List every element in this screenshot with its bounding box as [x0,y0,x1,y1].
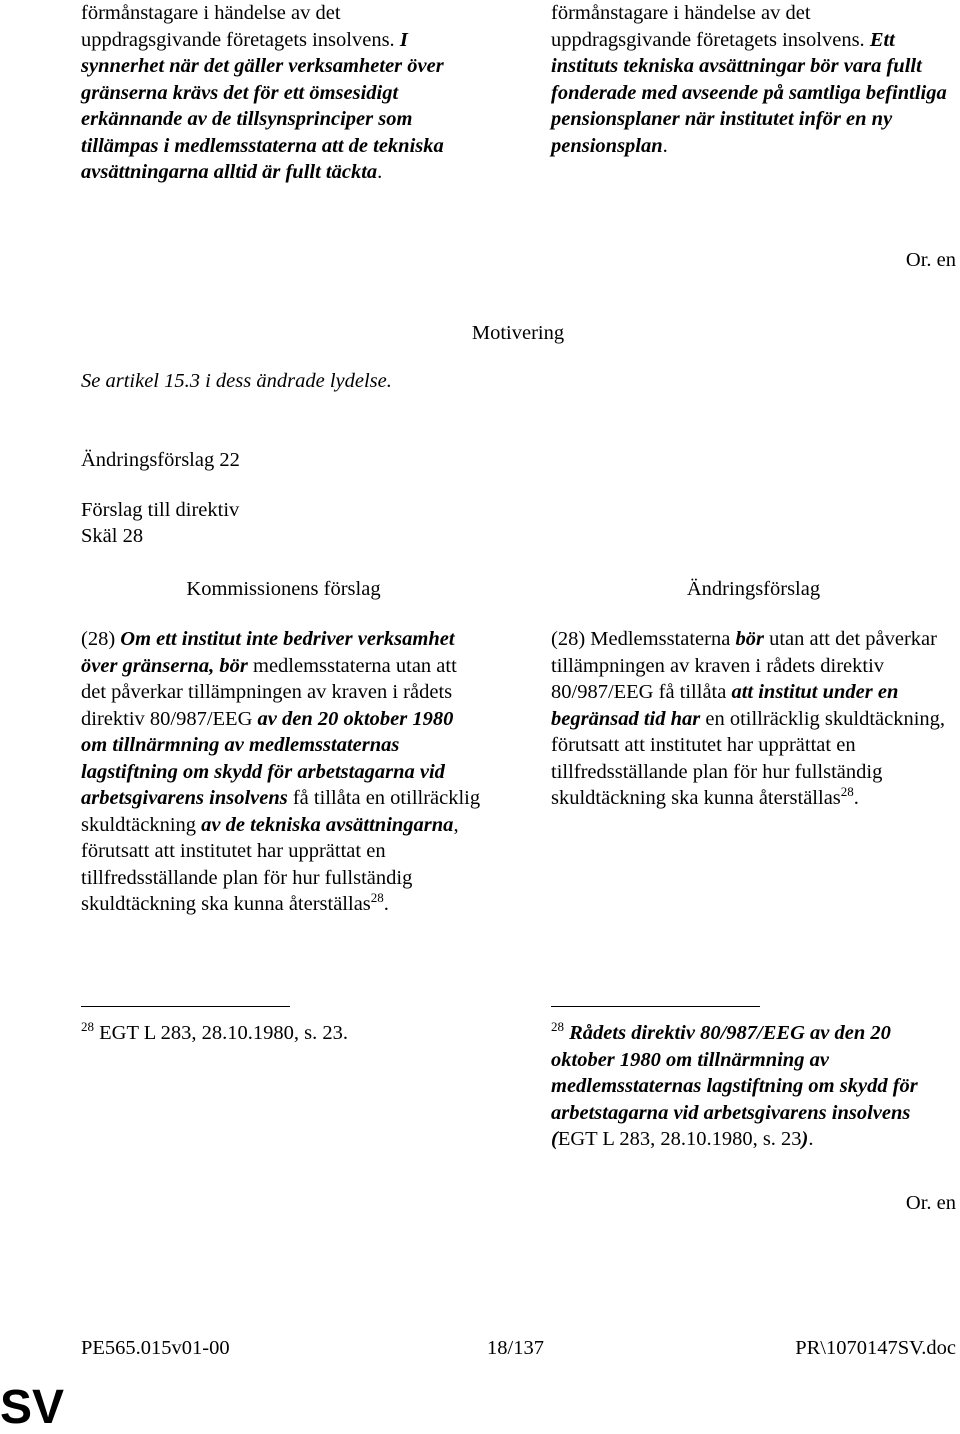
footnote-left: $^{28}$ EGT L 283, 28.10.1980, s. 23. [81,1019,348,1044]
amendment-proposal: Förslag till direktiv [81,499,240,521]
amendment-label: Ändringsförslag 22 [81,449,240,471]
footnote-ref[interactable]: 28 [840,784,854,800]
motivering-title: Motivering [471,322,565,344]
top-left-paragraph: förmånstagare i händelse av det uppdragsgivande företagets insolvens. I synnerhet när det gäller verksamheter över gränserna krävs det för ett ömsesidigt erkännande av de tillsynsprinciper som tillämpas i medlemsstaterna att de tekniska avsättningarna alltid är fullt täckta. [81,2,444,183]
amendment-recital: Skäl 28 [81,525,144,547]
footer-file-name: PR\1070147SV.doc [795,1337,956,1359]
commission-text: (28) Om ett institut inte bedriver verksamhet över gränserna, bör medlemsstaterna utan att det påverkar tillämpningen av kraven i rådets direktiv 80/987/EEG av den 20 oktober 1980 om tillnärmning av medlemsstaternas lagstiftning om skydd för arbetstagarna vid arbetsgivarens insolvens få tillåta en otillräcklig skuldtäckning av de tekniska avsättningarna, förutsatt att institutet har upprättat en tillfredsställande plan för hur fullständig skuldtäckning ska kunna återställas$^{28}$. [81,628,481,915]
or-en-top: Or. en [905,249,956,271]
footnote-ref[interactable]: 28 [370,890,384,906]
footer-page-number: 18/137 [487,1337,544,1359]
footnote-separator-left [81,1006,290,1007]
footer-language: SV [0,1381,65,1434]
top-right-paragraph: förmånstagare i händelse av det uppdragsgivande företagets insolvens. Ett instituts tekniska avsättningar bör vara fullt fonderade med avseende på samtliga befintliga pensionsplaner när institutet inför en ny pensionsplan. [551,2,947,157]
amendment-text: (28) Medlemsstaterna bör utan att det påverkar tillämpningen av kraven i rådets direktiv 80/987/EEG få tillåta att institut under en begränsad tid har en otillräcklig skuldtäckning, förutsatt att institutet har upprättat en tillfredsställande plan för hur fullständig skuldtäckning ska kunna återställas$^{28}$. [551,628,946,809]
footnote-right: $^{28}$ Rådets direktiv 80/987/EEG av den 20 oktober 1980 om tillnärmning av medlemsstaternas lagstiftning om skydd för arbetstagarna vid arbetsgivarens insolvens (EGT L 283, 28.10.1980, s. 23). [551,1019,918,1150]
table-header-commission: Kommissionens förslag [186,578,381,600]
motivering-text: Se artikel 15.3 i dess ändrade lydelse. [81,370,392,392]
footnote-separator-right [551,1006,760,1007]
table-header-amendment: Ändringsförslag [686,578,821,600]
or-en-bottom: Or. en [905,1192,956,1214]
footer-doc-ref: PE565.015v01-00 [81,1337,230,1359]
